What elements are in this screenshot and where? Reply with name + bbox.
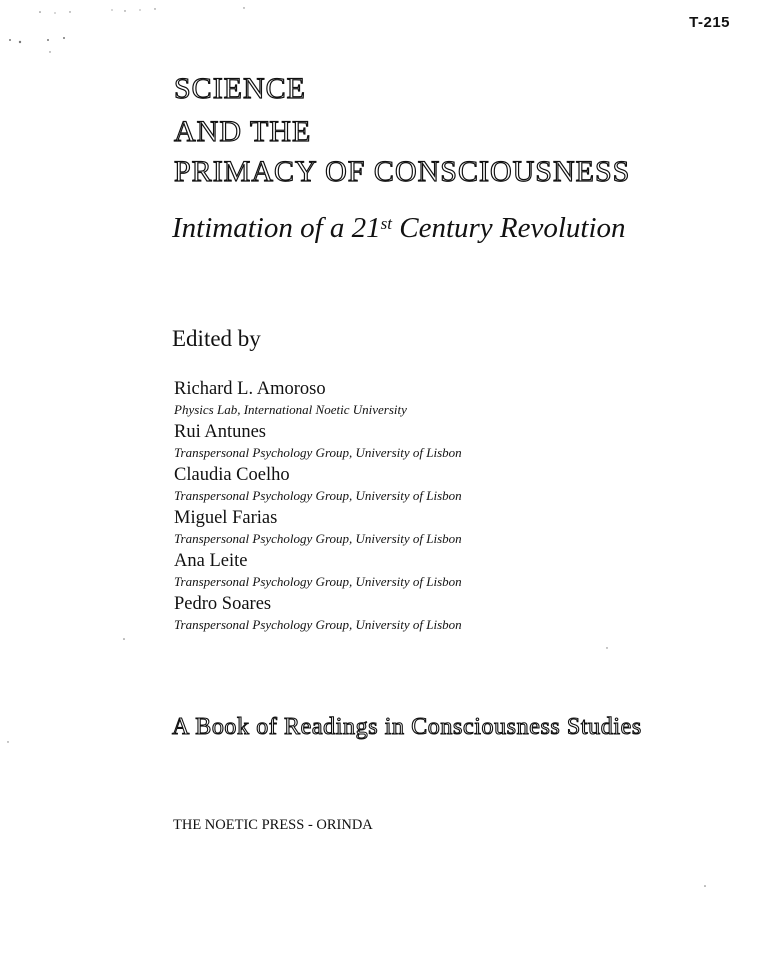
editor-name: Claudia Coelho xyxy=(174,465,290,485)
editor-name: Pedro Soares xyxy=(174,594,272,614)
title-line-1: SCIENCE xyxy=(174,72,307,105)
series-title: A Book of Readings in Consciousness Studies xyxy=(172,714,642,740)
document-code: T-215 xyxy=(689,14,730,31)
subtitle xyxy=(172,211,626,245)
title-line-2: AND THE xyxy=(174,115,312,148)
title-line-3: PRIMACY OF CONSCIOUSNESS xyxy=(174,155,631,188)
editor-list xyxy=(174,379,734,637)
subtitle-end: Century Revolution xyxy=(391,212,626,244)
editor-affiliation: Transpersonal Psychology Group, University of Lisbon xyxy=(174,617,462,632)
editor-affiliation: Transpersonal Psychology Group, University of Lisbon xyxy=(174,488,462,503)
publisher: THE NOETIC PRESS - ORINDA xyxy=(173,817,373,833)
editor-name: Rui Antunes xyxy=(174,422,266,442)
editor-affiliation: Transpersonal Psychology Group, University of Lisbon xyxy=(174,531,462,546)
editor-name: Miguel Farias xyxy=(174,508,278,528)
editor-affiliation: Transpersonal Psychology Group, University of Lisbon xyxy=(174,445,462,460)
subtitle-main: Intimation of a 21 xyxy=(172,212,381,244)
subtitle-superscript: st xyxy=(380,214,392,233)
editor-affiliation: Physics Lab, International Noetic University xyxy=(174,402,407,417)
editor-name: Ana Leite xyxy=(174,551,248,571)
editor-name: Richard L. Amoroso xyxy=(174,379,326,399)
edited-by-label: Edited by xyxy=(172,326,261,351)
editor-affiliation: Transpersonal Psychology Group, University of Lisbon xyxy=(174,574,462,589)
